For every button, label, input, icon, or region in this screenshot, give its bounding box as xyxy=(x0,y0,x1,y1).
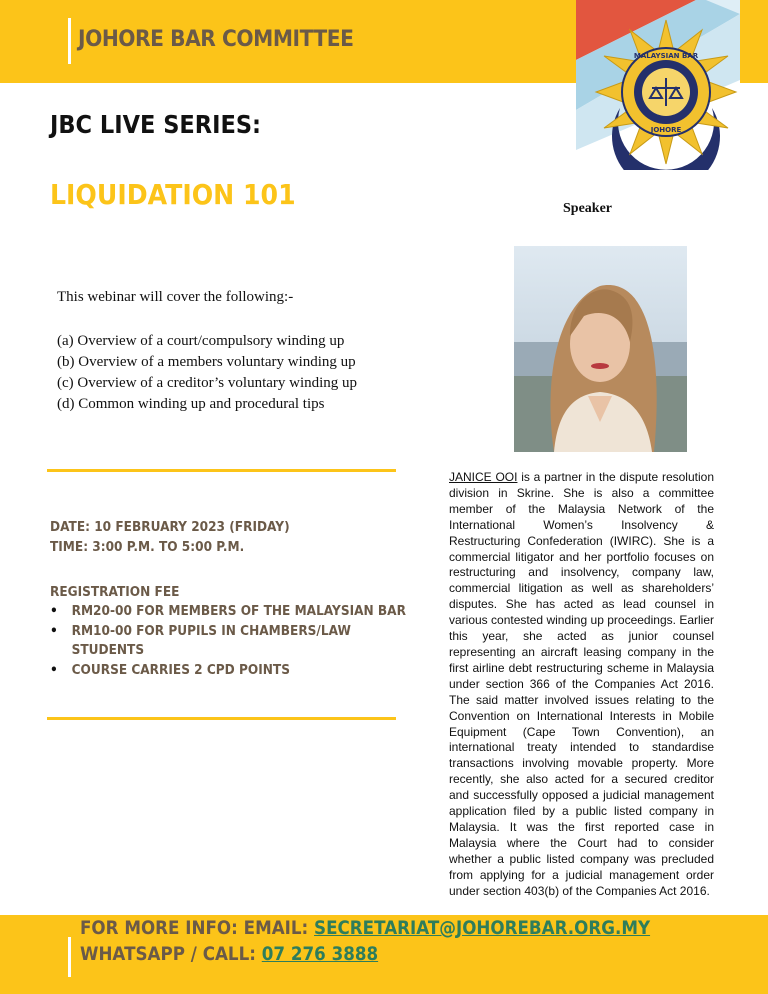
footer-divider-bar xyxy=(68,937,71,977)
logo-bottom-text: JOHORE xyxy=(650,126,682,134)
malaysian-bar-logo xyxy=(576,0,768,170)
topic-item: (a) Overview of a court/compulsory winding up xyxy=(57,333,345,349)
fee-heading: REGISTRATION FEE xyxy=(50,584,180,600)
fee-item: • RM10-00 FOR PUPILS IN CHAMBERS/LAW STUDENTS xyxy=(50,622,378,661)
topic-list xyxy=(57,331,357,415)
email-link[interactable]: SECRETARIAT@JOHOREBAR.ORG.MY xyxy=(314,917,651,939)
series-title: JBC LIVE SERIES: xyxy=(50,110,262,139)
course-title: LIQUIDATION 101 xyxy=(50,178,296,211)
event-date: DATE: 10 FEBRUARY 2023 (FRIDAY) xyxy=(50,519,290,535)
header-divider-bar xyxy=(68,18,71,64)
fee-list xyxy=(50,602,454,680)
webinar-intro: This webinar will cover the following:- xyxy=(57,289,294,305)
fee-item: • RM20-00 FOR MEMBERS OF THE MALAYSIAN BAR xyxy=(50,602,414,622)
speaker-bio xyxy=(449,470,714,899)
fee-item: • COURSE CARRIES 2 CPD POINTS xyxy=(50,661,414,681)
divider-rule-top xyxy=(47,469,396,472)
topic-item: (c) Overview of a creditor’s voluntary winding up xyxy=(57,375,358,391)
phone-link[interactable]: 07 276 3888 xyxy=(261,943,379,965)
email-label: FOR MORE INFO: EMAIL: xyxy=(80,917,315,939)
logo-ring-text: MALAYSIAN BAR xyxy=(633,52,699,60)
speaker-photo xyxy=(514,246,687,452)
event-time: TIME: 3:00 P.M. TO 5:00 P.M. xyxy=(50,539,245,555)
speaker-name: JANICE OOI xyxy=(449,470,518,484)
divider-rule-bottom xyxy=(47,717,396,720)
phone-label: WHATSAPP / CALL: xyxy=(80,943,262,965)
committee-name: JOHORE BAR COMMITTEE xyxy=(78,27,354,52)
speaker-label: Speaker xyxy=(563,201,612,216)
topic-item: (b) Overview of a members voluntary winding up xyxy=(57,354,356,370)
speaker-bio-text: is a partner in the dispute resolution division in Skrine. She is also a committee member of the Malaysia Network of the International Women’s Insolvency & Restructuring Confederation (IWIRC). She is a commercial litigator and her portfolio focuses on restructuring and insolvency, company law, commercial litigation as well as shareholders’ disputes. She has acted as lead counsel in various contested winding up proceedings. Earlier this year, she acted as junior counsel representing an aircraft leasing company in the first airline debt restructuring scheme in Malaysia under section 366 of the Companies Act 2016. The said matter involved issues relating to the Convention on International Interests in Mobile Equipment (Cape Town Convention), an international treaty intended to standardise transactions involving movable property. More recently, she also acted for a secured creditor and successfully opposed a judicial management application filed by a public listed company in Malaysia. It was the first reported case in Malaysia where the Court had to consider whether a public listed company was precluded from applying for a judicial management order under section 403(b) of the Companies Act 2016. xyxy=(449,470,714,898)
topic-item: (d) Common winding up and procedural tips xyxy=(57,396,325,412)
footer-phone-line xyxy=(80,943,378,965)
footer-email-line xyxy=(80,917,650,939)
